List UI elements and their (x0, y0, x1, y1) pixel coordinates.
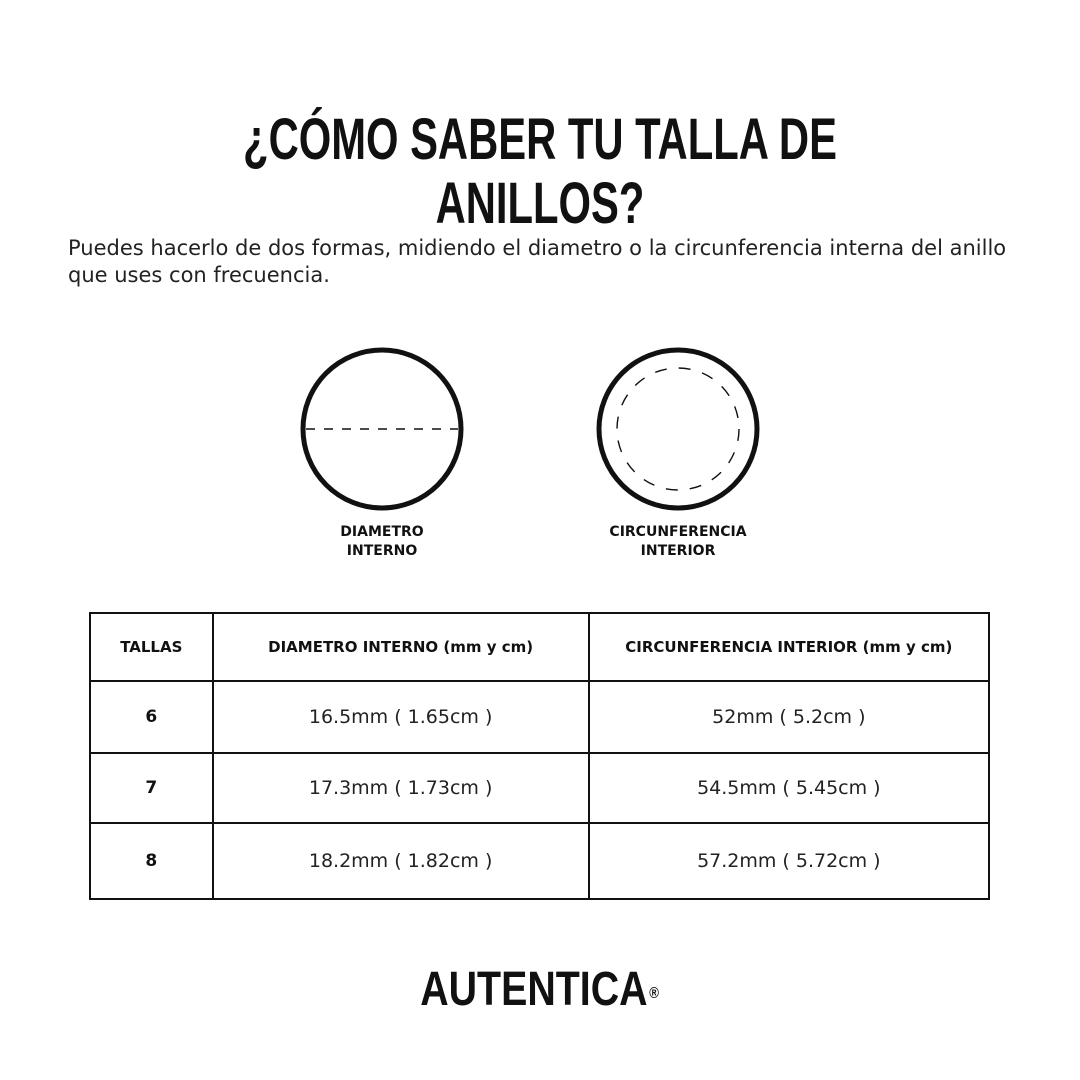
table-row (90, 753, 989, 823)
table-row (90, 823, 989, 899)
diagram-circumference (558, 345, 798, 561)
size-value: 7 (90, 753, 213, 823)
diameter-circle-icon (262, 345, 502, 515)
header-sizes: TALLAS (90, 613, 213, 681)
size-value: 6 (90, 681, 213, 753)
diagram-diameter (262, 345, 502, 561)
diameter-value: 16.5mm ( 1.65cm ) (213, 681, 589, 753)
table-row (90, 681, 989, 753)
diameter-value: 17.3mm ( 1.73cm ) (213, 753, 589, 823)
diagram-label-diameter: DIAMETRO INTERNO (340, 524, 424, 559)
header-circumference: CIRCUNFERENCIA INTERIOR (mm y cm) (589, 613, 989, 681)
circumference-value: 52mm ( 5.2cm ) (589, 681, 989, 753)
circumference-circle-icon (558, 345, 798, 515)
page-title: ¿CÓMO SABER TU TALLA DE ANILLOS? (243, 107, 837, 236)
intro-text: Puedes hacerlo de dos formas, midiendo el diametro o la circunferencia interna del anillo que uses con frecuencia. (68, 236, 1007, 287)
ring-size-table (89, 612, 990, 900)
header-diameter: DIAMETRO INTERNO (mm y cm) (213, 613, 589, 681)
circumference-value: 57.2mm ( 5.72cm ) (589, 823, 989, 899)
diagram-label-circumference: CIRCUNFERENCIA INTERIOR (609, 524, 747, 559)
diameter-value: 18.2mm ( 1.82cm ) (213, 823, 589, 899)
brand-name: AUTENTICA (420, 963, 649, 1016)
circumference-value: 54.5mm ( 5.45cm ) (589, 753, 989, 823)
table-header-row (90, 613, 989, 681)
registered-mark: ® (649, 985, 660, 1002)
size-value: 8 (90, 823, 213, 899)
brand-logo (0, 962, 1080, 1018)
